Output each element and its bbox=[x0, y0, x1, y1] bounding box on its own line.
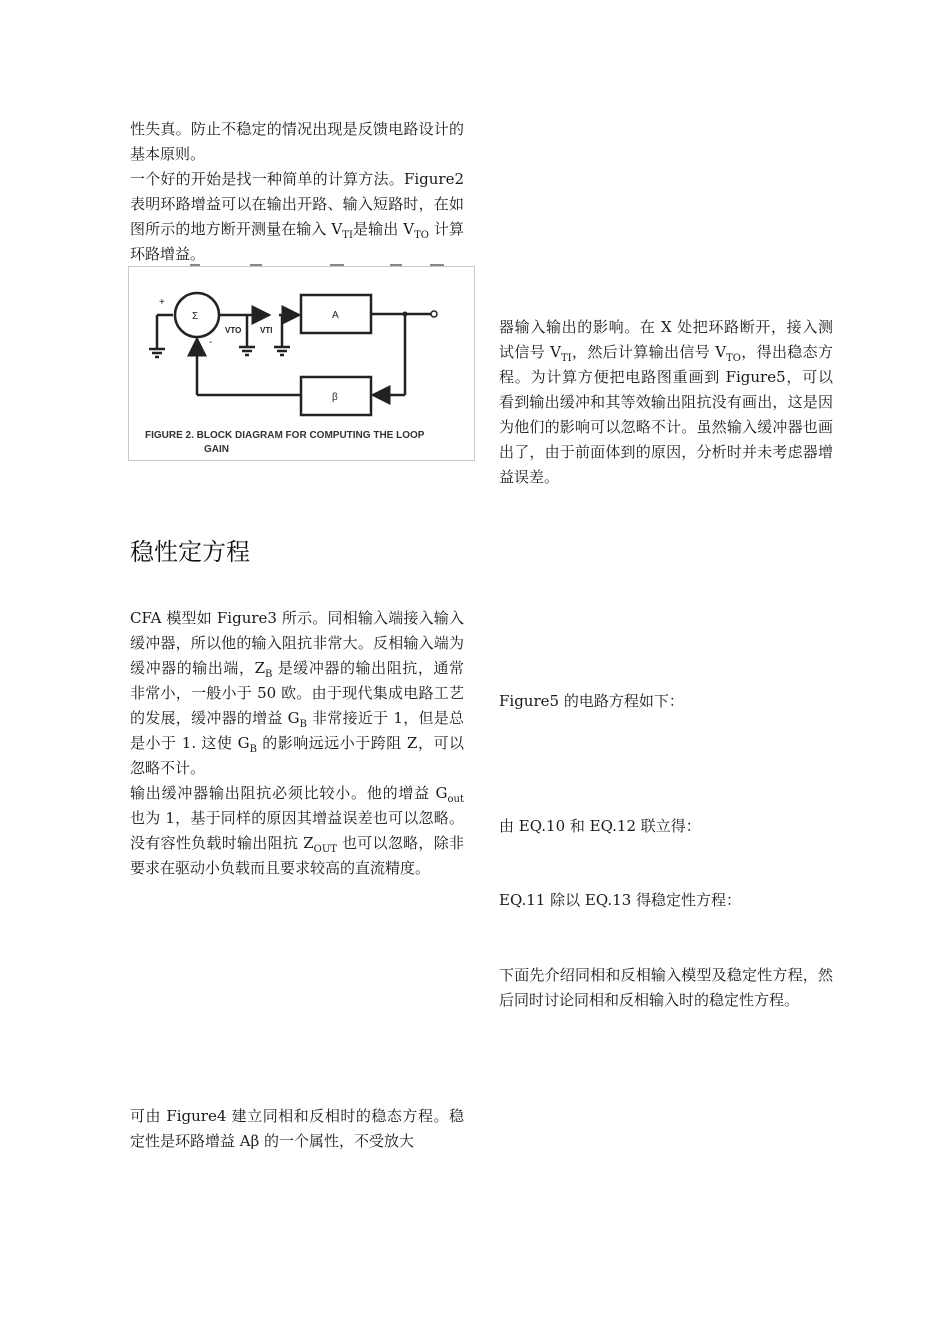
figure-2-block-diagram bbox=[128, 266, 475, 461]
paragraph-figure4 bbox=[130, 1104, 464, 1154]
paragraph-figure5-equations bbox=[499, 689, 833, 714]
label-a: A bbox=[332, 310, 339, 321]
label-beta: β bbox=[332, 392, 338, 403]
text-distortion: 性失真。防止不稳定的情况出现是反馈电路设计的基本原则。 bbox=[130, 120, 464, 163]
paragraph-eq11-eq13 bbox=[499, 888, 833, 913]
caption-line-2: GAIN bbox=[204, 444, 229, 455]
label-vti: VTI bbox=[260, 326, 273, 335]
text-loop-gain-method: 一个好的开始是找一种简单的计算方法。Figure2 表明环路增益可以在输出开路、输入短路时，在如图所示的地方断开测量在输入 $V_{TI}$是输出 $V_{TO}$ 计算环路增益。 bbox=[130, 170, 464, 263]
text-figure4: 可由 Figure4 建立同相和反相时的稳态方程。稳定性是环路增益 Aβ 的一个属性，不受放大 bbox=[130, 1107, 464, 1150]
label-vto: VTO bbox=[225, 326, 242, 335]
paragraph-loop-break bbox=[499, 315, 833, 490]
text-models-intro: 下面先介绍同相和反相输入模型及稳定性方程，然后同时讨论同相和反相输入时的稳定性方程。 bbox=[499, 966, 833, 1009]
plus-sign: + bbox=[159, 297, 165, 308]
paragraph-cfa-model bbox=[130, 606, 464, 781]
text-loop-break: 器输入输出的影响。在 X 处把环路断开，接入测试信号 $V_{TI}$，然后计算输出信号 $V_{TO}$，得出稳态方程。为计算方便把电路图重画到 Figure5，可以看到输出缓冲和其等效输出阻抗没有画出，这是因为他们的影响可以忽略不计。虽然输入缓冲器也画出了，由于前面体到的原因，分析时并未考虑器增益误差。 bbox=[499, 318, 833, 486]
paragraph-distortion bbox=[130, 117, 464, 167]
paragraph-eq10-eq12 bbox=[499, 814, 833, 839]
paragraph-output-buffer bbox=[130, 781, 464, 881]
text-output-buffer: 输出缓冲器输出阻抗必须比较小。他的增益 $G_{out}$ 也为 1，基于同样的原因其增益误差也可以忽略。没有容性负载时输出阻抗 $Z_{OUT}$ 也可以忽略，除非要求在驱动小负载而且要求较高的直流精度。 bbox=[130, 784, 464, 877]
section-heading: 稳性定方程 bbox=[130, 538, 250, 566]
caption-line-1: FIGURE 2. BLOCK DIAGRAM FOR COMPUTING THE LOOP bbox=[145, 430, 425, 441]
block-diagram-svg bbox=[129, 267, 474, 460]
paragraph-loop-gain-method bbox=[130, 167, 464, 267]
sigma-symbol: Σ bbox=[192, 311, 199, 322]
minus-sign: - bbox=[209, 337, 213, 348]
text-figure5-equations: Figure5 的电路方程如下： bbox=[499, 692, 684, 710]
paragraph-models-intro bbox=[499, 963, 833, 1013]
text-eq11-eq13: EQ.11 除以 EQ.13 得稳定性方程： bbox=[499, 891, 742, 909]
text-eq10-eq12: 由 EQ.10 和 EQ.12 联立得： bbox=[499, 817, 701, 835]
text-cfa-model: CFA 模型如 Figure3 所示。同相输入端接入输入缓冲器，所以他的输入阻抗非常大。反相输入端为缓冲器的输出端，$Z_B$ 是缓冲器的输出阻抗，通常非常小，一般小于 50 欧。由于现代集成电路工艺的发展，缓冲器的增益 $G_B$ 非常接近于 1，但是总是小于 1. 这使 $G_B$ 的影响远远小于跨阻 Z，可以忽略不计。 bbox=[130, 609, 464, 777]
